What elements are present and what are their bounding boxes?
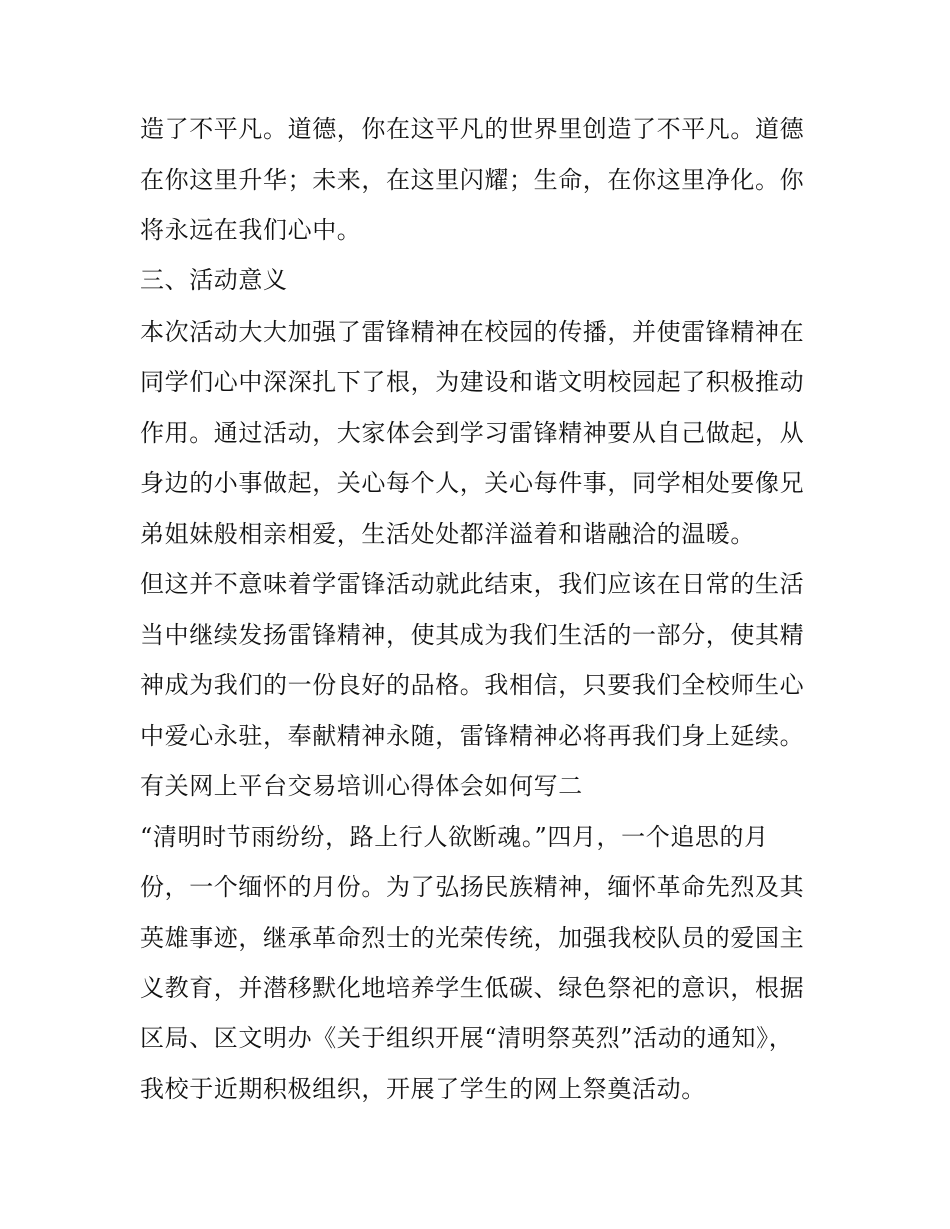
text-line: 份，一个缅怀的月份。为了弘扬民族精神，缅怀革命先烈及其: [140, 873, 805, 901]
text-line: 作用。通过活动，大家体会到学习雷锋精神要从自己做起，从: [140, 419, 805, 447]
text-line: 区局、区文明办《关于组织开展“清明祭英烈”活动的通知》，: [140, 1024, 794, 1052]
text-line: 义教育，并潜移默化地培养学生低碳、绿色祭祀的意识，根据: [140, 974, 805, 1002]
text-line: 神成为我们的一份良好的品格。我相信，只要我们全校师生心: [140, 671, 805, 699]
text-line: 弟姐妹般相亲相爱，生活处处都洋溢着和谐融洽的温暖。: [140, 520, 755, 548]
text-line: 同学们心中深深扎下了根，为建设和谐文明校园起了积极推动: [140, 368, 805, 396]
text-line: 当中继续发扬雷锋精神，使其成为我们生活的一部分，使其精: [140, 621, 805, 649]
section-heading: 有关网上平台交易培训心得体会如何写二: [140, 772, 583, 800]
text-line: 造了不平凡。道德，你在这平凡的世界里创造了不平凡。道德: [140, 115, 805, 143]
text-line: 本次活动大大加强了雷锋精神在校园的传播，并使雷锋精神在: [140, 318, 805, 346]
text-line: 将永远在我们心中。: [140, 216, 362, 244]
text-line: 在你这里升华；未来，在这里闪耀；生命，在你这里净化。你: [140, 166, 805, 194]
text-line: 英雄事迹，继承革命烈士的光荣传统，加强我校队员的爱国主: [140, 924, 805, 952]
text-line: 但这并不意味着学雷锋活动就此结束，我们应该在日常的生活: [140, 570, 805, 598]
section-heading: 三、活动意义: [140, 266, 288, 294]
text-line: 身边的小事做起，关心每个人，关心每件事，同学相处要像兄: [140, 469, 805, 497]
text-line: 我校于近期积极组织，开展了学生的网上祭奠活动。: [140, 1075, 706, 1103]
text-line: “清明时节雨纷纷，路上行人欲断魂。”四月，一个追思的月: [140, 823, 769, 851]
text-line: 中爱心永驻，奉献精神永随，雷锋精神必将再我们身上延续。: [140, 722, 805, 750]
